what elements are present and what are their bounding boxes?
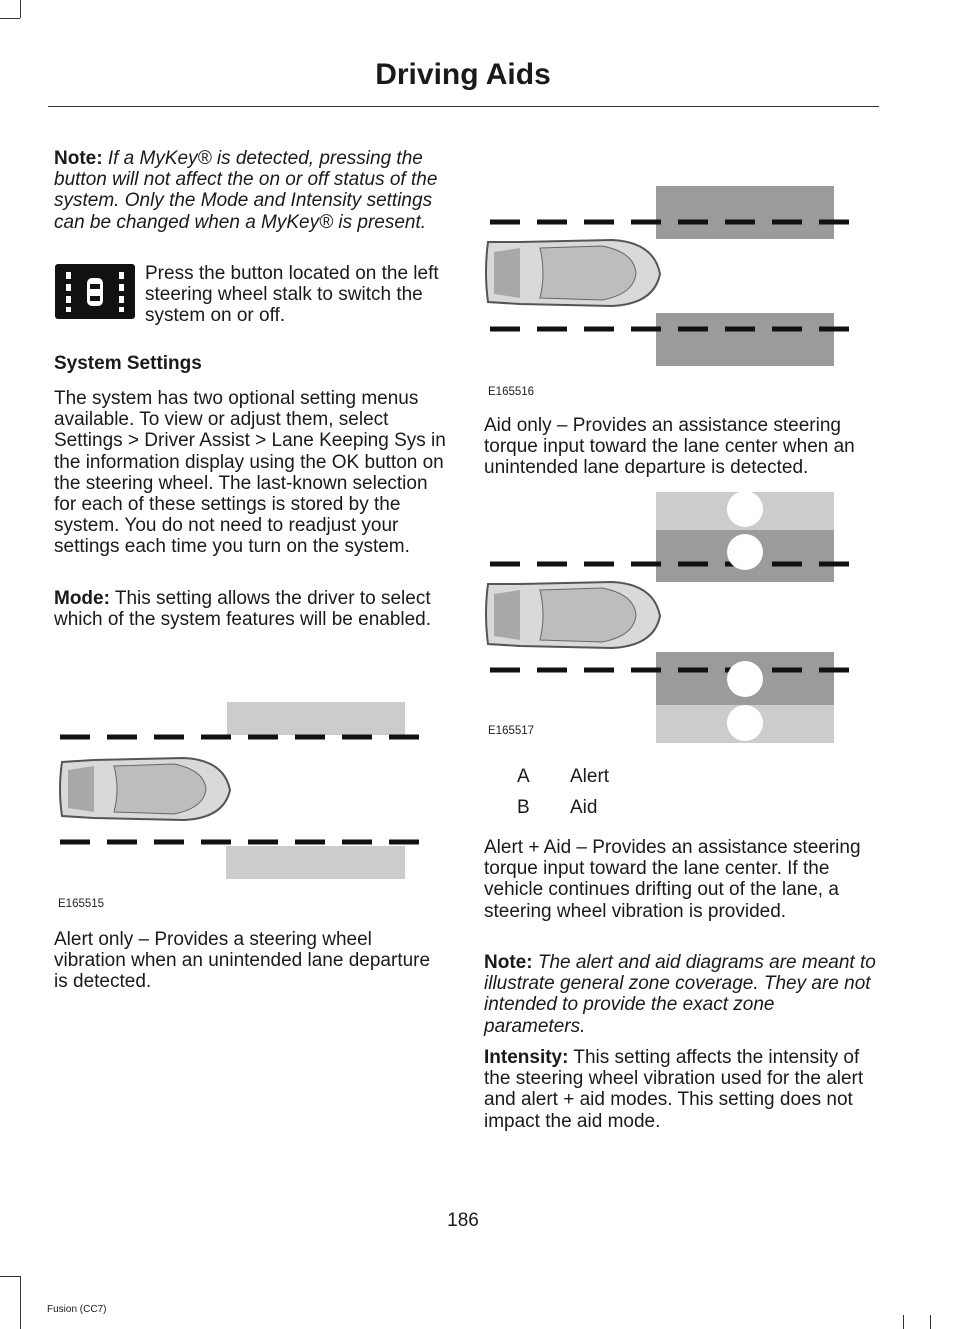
section-heading: System Settings <box>54 353 202 374</box>
mode-paragraph <box>54 588 446 630</box>
alert-only-diagram <box>54 700 434 880</box>
aid-only-description: Aid only – Provides an assistance steering torque input toward the lane center when an unintended lane departure is detected. <box>484 415 855 479</box>
legend-value-aid: Aid <box>570 797 598 818</box>
note-label: Note: <box>54 148 103 169</box>
intensity-paragraph <box>484 1047 876 1132</box>
alert-aid-description: Alert + Aid – Provides an assistance steering torque input toward the lane center. If the vehicle continues drifting out of the lane, a steering wheel vibration is provided. <box>484 837 861 922</box>
crop-mark <box>930 1315 931 1329</box>
aid-zone-top <box>656 186 834 239</box>
note-text: The alert and aid diagrams are meant to illustrate general zone coverage. They are not intended to provide the exact zone parameters. <box>484 952 876 1037</box>
figure-code: E165517 <box>488 725 535 737</box>
intensity-label: Intensity: <box>484 1047 569 1068</box>
alert-only-description: Alert only – Provides a steering wheel vibration when an unintended lane departure is detected. <box>54 929 431 993</box>
header-rule <box>48 106 879 107</box>
intensity-text: This setting affects the intensity of the steering wheel vibration used for the alert and alert + aid modes. This setting does not impact the aid mode. <box>484 1047 864 1132</box>
model-footer: Fusion (CC7) <box>47 1304 107 1315</box>
page-title: Driving Aids <box>375 58 551 91</box>
crop-mark <box>0 1276 20 1277</box>
mode-label: Mode: <box>54 588 110 609</box>
legend-key-a: A <box>517 766 530 787</box>
callout-label: B <box>739 545 751 562</box>
car-icon <box>60 758 230 820</box>
note-diagrams <box>484 952 876 1037</box>
figure-code: E165515 <box>58 898 105 910</box>
lane-keeping-button-icon <box>55 264 135 319</box>
car-icon <box>486 240 660 306</box>
alert-aid-diagram <box>484 490 864 745</box>
car-icon <box>486 582 660 648</box>
aid-only-diagram <box>484 184 864 369</box>
figure-code: E165516 <box>488 386 535 398</box>
note-mykey <box>54 148 446 233</box>
button-instruction: Press the button located on the left steering wheel stalk to switch the system on or off. <box>145 263 439 327</box>
page-number: 186 <box>447 1210 479 1231</box>
crop-mark <box>0 18 20 19</box>
legend-key-b: B <box>517 797 530 818</box>
mode-text: This setting allows the driver to select which of the system features will be enabled. <box>54 588 432 631</box>
alert-zone-bottom <box>226 846 405 879</box>
crop-mark <box>20 1276 21 1329</box>
callout-label: B <box>739 672 751 689</box>
legend-value-alert: Alert <box>570 766 610 787</box>
alert-zone-top <box>227 702 405 735</box>
aid-zone-bottom <box>656 313 834 366</box>
system-settings-paragraph: The system has two optional setting menus available. To view or adjust them, select Settings > Driver Assist > Lane Keeping Sys in the information display using the OK button on the steering wheel. The last-known selection for each of these settings is stored by the system. You do not need to readjust your settings each time you turn on the system. <box>54 388 446 558</box>
crop-mark <box>903 1315 904 1329</box>
callout-label: A <box>739 502 751 519</box>
note-label: Note: <box>484 952 533 973</box>
crop-mark <box>20 0 21 18</box>
note-text: If a MyKey® is detected, pressing the button will not affect the on or off status of the system. Only the Mode and Intensity settings can be changed when a MyKey® is present. <box>54 148 438 233</box>
callout-label: A <box>739 716 751 733</box>
